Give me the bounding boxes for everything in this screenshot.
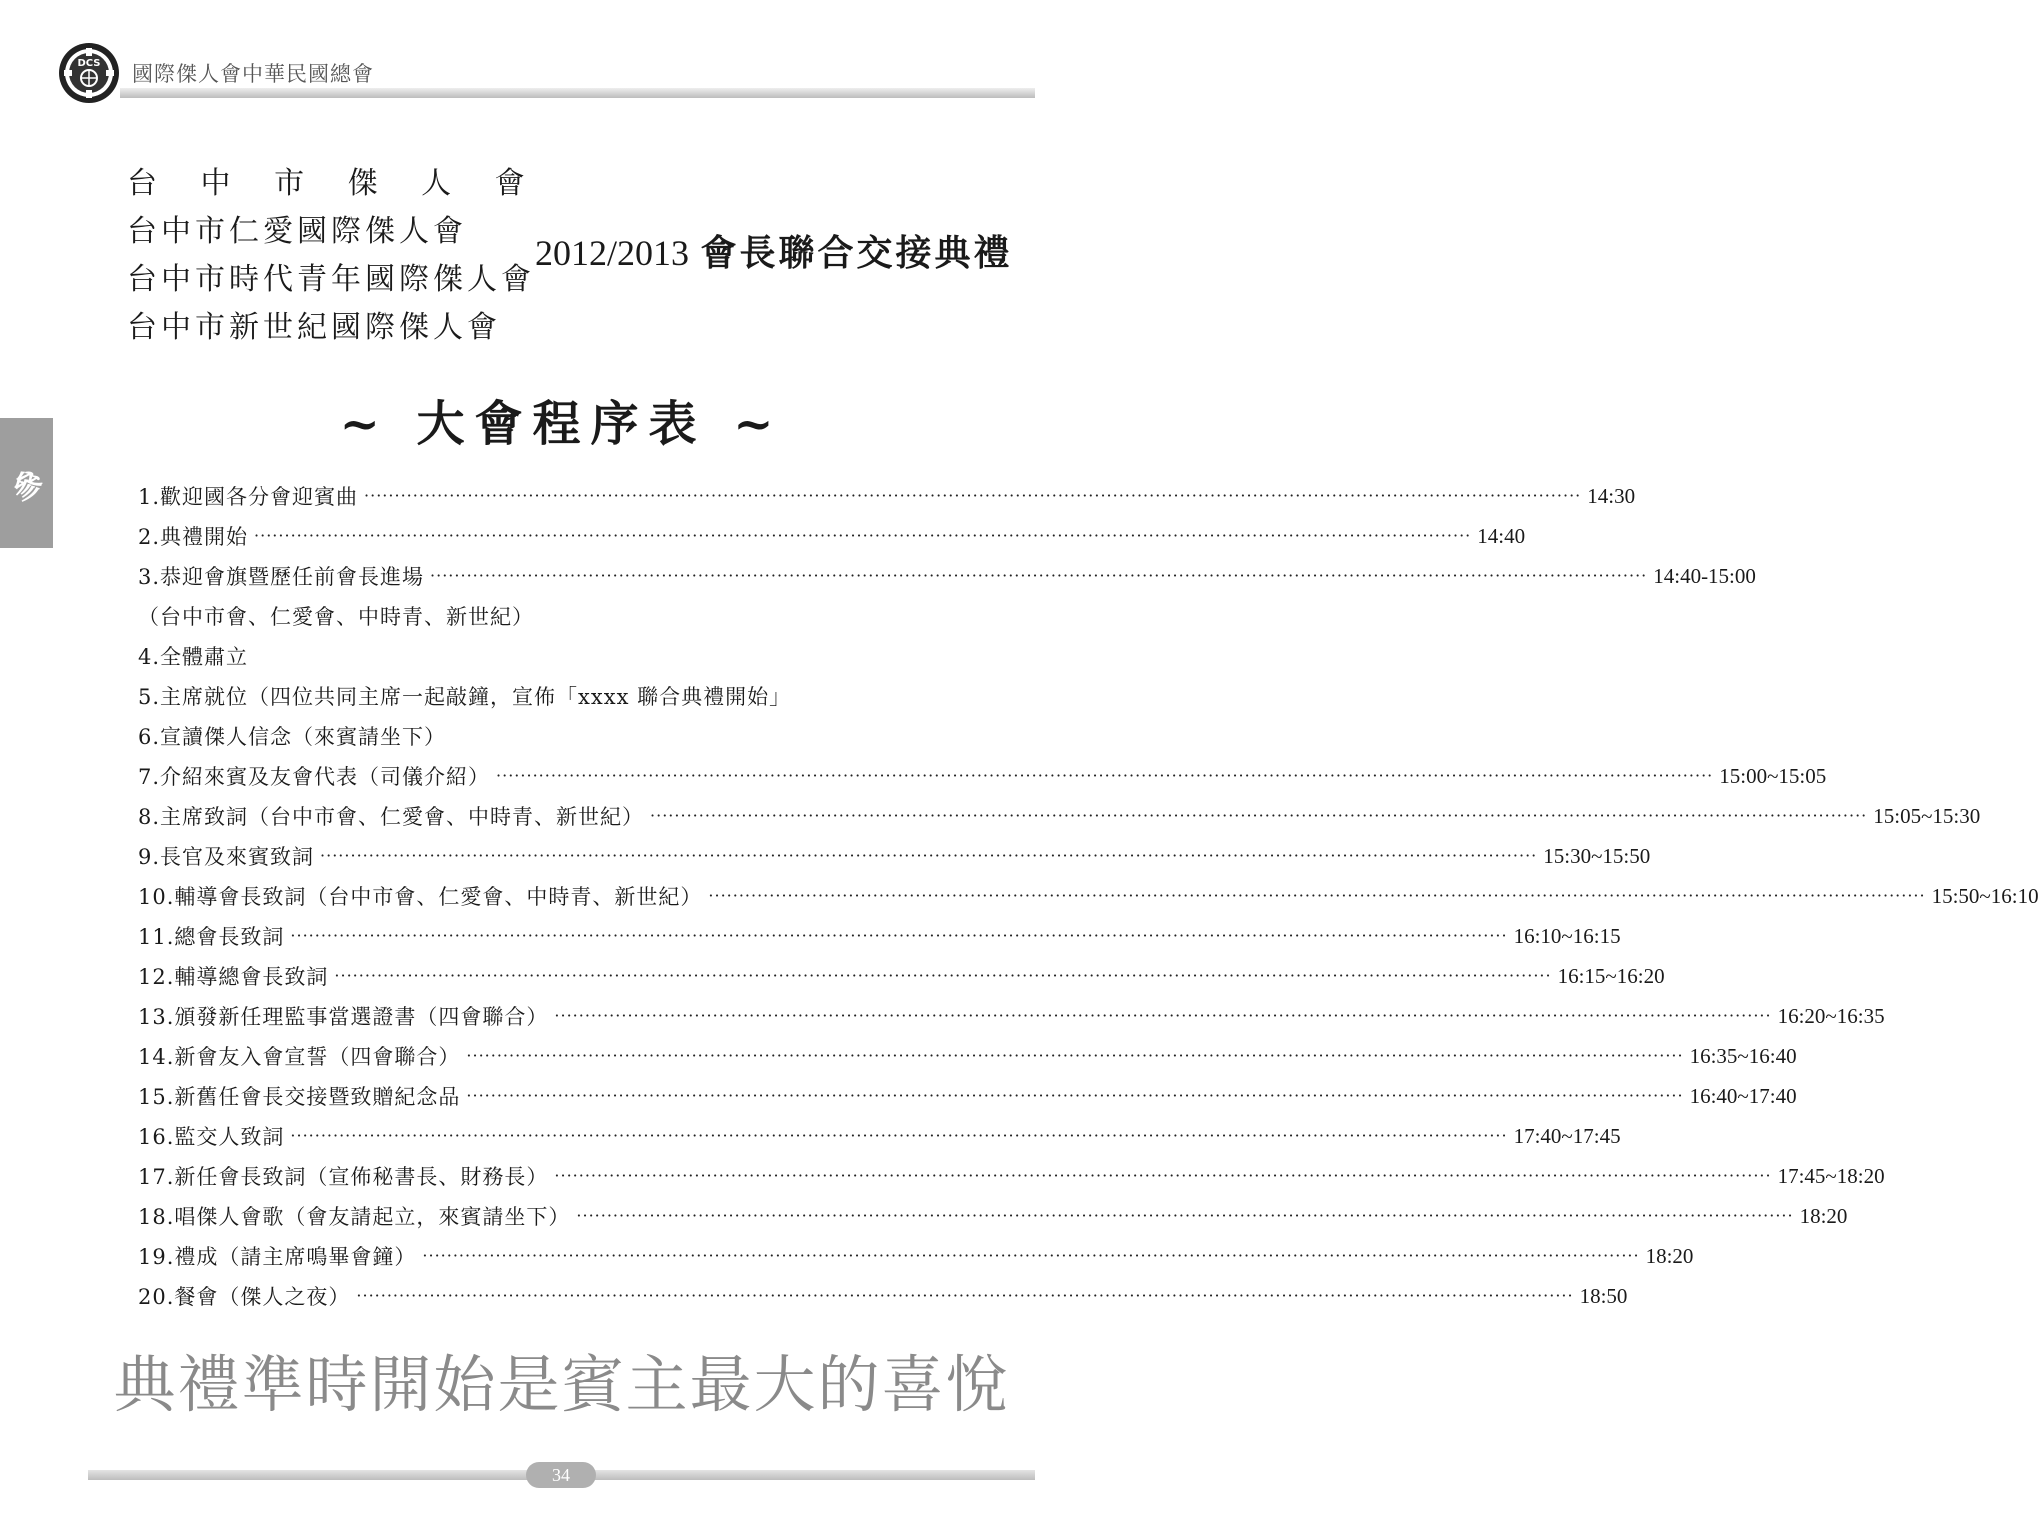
program-item-label: 18.唱傑人會歌（會友請起立，來賓請坐下） — [138, 1205, 571, 1229]
program-item-label: 5.主席就位（四位共同主席一起敲鐘，宣佈「xxxx 聯合典禮開始」 — [138, 685, 792, 709]
program-item-time: 15:00~15:05 — [1719, 763, 1827, 788]
event-title — [535, 225, 1012, 276]
program-item-time: 15:50~16:10 — [1931, 883, 2039, 908]
dot-leader: ········································································································································································································ — [290, 1126, 1508, 1145]
program-item-time: 16:20~16:35 — [1777, 1003, 1885, 1028]
program-item — [138, 1036, 1797, 1076]
program-item-time: 16:40~17:40 — [1689, 1083, 1797, 1108]
club-list — [127, 160, 542, 352]
dot-leader: ········································································································································································································ — [422, 1246, 1640, 1265]
dot-leader: ········································································································································································································ — [364, 486, 1582, 505]
program-item-label: 20.餐會（傑人之夜） — [138, 1285, 351, 1309]
event-name: 會長聯合交接典禮 — [700, 232, 1013, 274]
program-item-label: 6.宣讀傑人信念（來賓請坐下） — [138, 725, 447, 749]
dot-leader: ········································································································································································································ — [290, 926, 1508, 945]
program-item-label: 4.全體肅立 — [138, 645, 249, 669]
program-item-time: 17:45~18:20 — [1777, 1163, 1885, 1188]
dot-leader: ········································································································································································································ — [254, 526, 1472, 545]
header-divider — [120, 88, 1035, 98]
program-item-label: 3.恭迎會旗暨歷任前會長進場 — [138, 565, 425, 589]
program-item — [138, 1236, 1694, 1276]
program-item — [138, 1276, 1628, 1316]
program-item-time: 14:40-15:00 — [1653, 563, 1756, 588]
program-item-label: 7.介紹來賓及友會代表（司儀介紹） — [138, 765, 491, 789]
program-item-label: 9.長官及來賓致詞 — [138, 845, 315, 869]
dot-leader: ········································································································································································································ — [650, 806, 1868, 825]
program-item — [138, 476, 1636, 516]
dot-leader: ········································································································································································································ — [708, 886, 1926, 905]
program-item — [138, 996, 1885, 1036]
program-item-label: 19.禮成（請主席鳴畢會鐘） — [138, 1245, 417, 1269]
logo-text: DCS — [77, 58, 101, 69]
slogan: 典禮準時開始是賓主最大的喜悅 — [113, 1348, 1010, 1421]
dot-leader: ········································································································································································································ — [466, 1086, 1684, 1105]
program-item-time: 14:40 — [1477, 523, 1526, 548]
program-item-time: 15:05~15:30 — [1873, 803, 1981, 828]
program-item — [138, 756, 1827, 796]
program-item-label: （台中市會、仁愛會、中時青、新世紀） — [138, 605, 534, 629]
program-item — [138, 916, 1621, 956]
program-item-time: 16:15~16:20 — [1557, 963, 1665, 988]
program-item — [138, 596, 948, 636]
program-item — [138, 876, 2039, 916]
club-name: 台中市時代青年國際傑人會 — [127, 262, 535, 297]
program-item — [138, 956, 1665, 996]
dcs-emblem-icon — [58, 42, 120, 104]
program-item — [138, 1116, 1621, 1156]
dot-leader: ········································································································································································································ — [554, 1166, 1772, 1185]
program-item-time: 16:10~16:15 — [1513, 923, 1621, 948]
page-number: 34 — [526, 1462, 596, 1488]
dot-leader: ········································································································································································································ — [334, 966, 1552, 985]
program-item-label: 11.總會長致詞 — [138, 925, 285, 949]
program-item-label: 2.典禮開始 — [138, 525, 249, 549]
program-item — [138, 556, 1756, 596]
dot-leader: ········································································································································································································ — [554, 1006, 1772, 1025]
program-item-time: 17:40~17:45 — [1513, 1123, 1621, 1148]
program-title: ~ 大會程序表 ~ — [339, 396, 784, 452]
program-item-label: 8.主席致詞（台中市會、仁愛會、中時青、新世紀） — [138, 805, 645, 829]
program-item — [138, 516, 1526, 556]
program-item — [138, 836, 1651, 876]
dot-leader: ········································································································································································································ — [496, 766, 1714, 785]
club-name: 台中市仁愛國際傑人會 — [127, 214, 467, 249]
program-list — [138, 476, 2039, 1316]
org-name: 國際傑人會中華民國總會 — [132, 62, 374, 86]
program-item-label: 14.新會友入會宣誓（四會聯合） — [138, 1045, 461, 1069]
program-item — [138, 1076, 1797, 1116]
dot-leader: ········································································································································································································ — [320, 846, 1538, 865]
club-name: 台 中 市 傑 人 會 — [127, 166, 542, 201]
program-item-label: 12.輔導總會長致詞 — [138, 965, 329, 989]
program-item-label: 10.輔導會長致詞（台中市會、仁愛會、中時青、新世紀） — [138, 885, 703, 909]
program-item — [138, 636, 948, 676]
dot-leader: ········································································································································································································ — [356, 1286, 1574, 1305]
program-item — [138, 1156, 1885, 1196]
section-tab-label: 參 — [7, 464, 48, 508]
event-year: 2012/2013 — [535, 233, 690, 273]
program-item-time: 14:30 — [1587, 483, 1636, 508]
dot-leader: ········································································································································································································ — [576, 1206, 1794, 1225]
dot-leader: ········································································································································································································ — [466, 1046, 1684, 1065]
program-item-time: 16:35~16:40 — [1689, 1043, 1797, 1068]
program-item-label: 1.歡迎國各分會迎賓曲 — [138, 485, 359, 509]
program-item-time: 18:20 — [1645, 1243, 1694, 1268]
program-item-label: 15.新舊任會長交接暨致贈紀念品 — [138, 1085, 461, 1109]
program-item-time: 18:20 — [1799, 1203, 1848, 1228]
dot-leader: ········································································································································································································ — [430, 566, 1648, 585]
program-item-time: 15:30~15:50 — [1543, 843, 1651, 868]
program-item-label: 13.頒發新任理監事當選證書（四會聯合） — [138, 1005, 549, 1029]
program-item — [138, 676, 948, 716]
club-name: 台中市新世紀國際傑人會 — [127, 310, 501, 345]
program-item — [138, 796, 1981, 836]
page-header — [0, 0, 1123, 120]
program-item-label: 17.新任會長致詞（宣佈秘書長、財務長） — [138, 1165, 549, 1189]
program-item — [138, 1196, 1848, 1236]
program-item-label: 16.監交人致詞 — [138, 1125, 285, 1149]
program-item — [138, 716, 948, 756]
program-item-time: 18:50 — [1579, 1283, 1628, 1308]
